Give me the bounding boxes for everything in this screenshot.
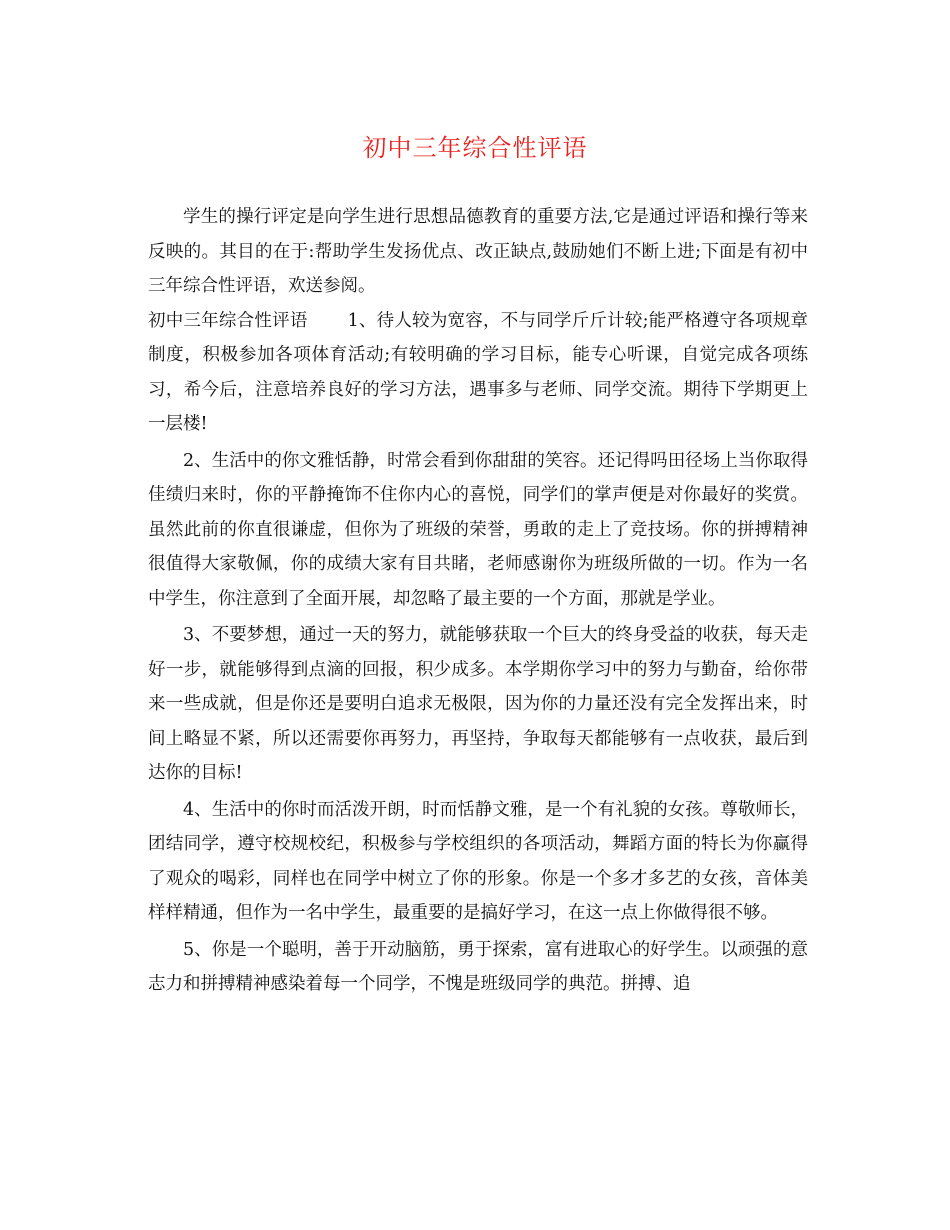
comment-paragraph-2: 2、生活中的你文雅恬静，时常会看到你甜甜的笑容。还记得吗田径场上当你取得佳绩归来时，你的平静掩饰不住你内心的喜悦，同学们的掌声便是对你最好的奖赏。虽然此前的你直很谦虚，但你为了班级的荣誉，勇敢的走上了竞技场。你的拼搏精神很值得大家敬佩，你的成绩大家有目共睹，老师感谢你为班级所做的一切。作为一名中学生，你注意到了全面开展，却忽略了最主要的一个方面，那就是学业。 [148, 450, 808, 609]
intro-paragraph: 学生的操行评定是向学生进行思想品德教育的重要方法,它是通过评语和操行等来反映的。其目的在于:帮助学生发扬优点、改正缺点,鼓励她们不断上进;下面是有初中三年综合性评语，欢送参阅。 [148, 207, 808, 296]
document-body [148, 200, 808, 1002]
comment-paragraph-5: 5、你是一个聪明，善于开动脑筋，勇于探索，富有进取心的好学生。以顽强的意志力和拼搏精神感染着每一个同学，不愧是班级同学的典范。拼搏、追 [148, 939, 808, 994]
comment-paragraph-4: 4、生活中的你时而活泼开朗，时而恬静文雅，是一个有礼貌的女孩。尊敬师长，团结同学，遵守校规校纪，积极参与学校组织的各项活动，舞蹈方面的特长为你赢得了观众的喝彩，同样也在同学中树立了你的形象。你是一个多才多艺的女孩，音体美样样精通，但作为一名中学生，最重要的是搞好学习，在这一点上你做得很不够。 [148, 799, 808, 923]
comment-paragraph-1 [148, 304, 808, 442]
subheading: 初中三年综合性评语 [148, 310, 308, 331]
comment-1-text: 1、待人较为宽容，不与同学斤斤计较;能严格遵守各项规章制度，积极参加各项体育活动;有较明确的学习目标，能专心听课，自觉完成各项练习，希今后，注意培养良好的学习方法，遇事多与老师、同学交流。期待下学期更上一层楼! [148, 310, 809, 434]
document-title: 初中三年综合性评语 [362, 134, 588, 162]
comment-paragraph-3: 3、不要梦想，通过一天的努力，就能够获取一个巨大的终身受益的收获，每天走好一步，就能够得到点滴的回报，积少成多。本学期你学习中的努力与勤奋，给你带来一些成就，但是你还是要明白追求无极限，因为你的力量还没有完全发挥出来，时间上略显不紧，所以还需要你再努力，再坚持，争取每天都能够有一点收获，最后到达你的目标! [148, 625, 808, 783]
